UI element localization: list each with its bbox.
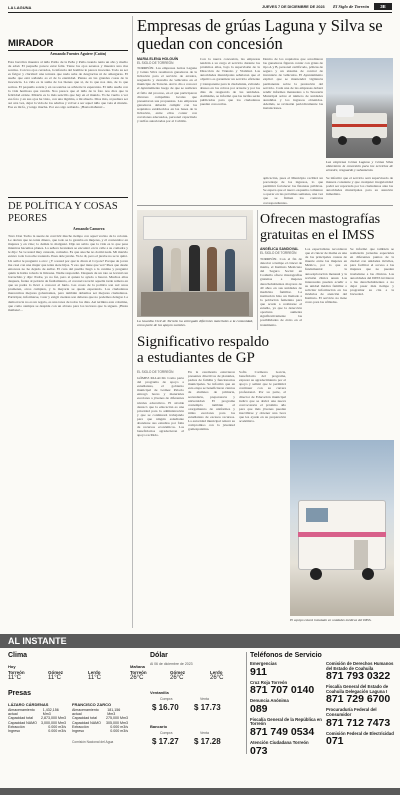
clima-city-name: Lerdo [88, 670, 101, 675]
phone-number: 089 [250, 702, 268, 715]
backdrop-banner [143, 216, 247, 240]
clima-city-temp: 11°C [8, 675, 21, 681]
dolar-compra-label-2: Compra [160, 731, 173, 735]
dolar-title: Dólar [150, 652, 168, 659]
mobile-unit-stripe [298, 532, 386, 537]
gp-col3: Sofía Carmona García, beneficiaria del programa, expresó su agradecimiento por el apoyo y señaló que le permitirá continuar con su carrera profesional. Por su parte, el director de Educación municipal indicó que se abrirá una nueva convocatoria el próximo año para que más jóvenes puedan inscribirse y obtener una beca que les ayude en su preparación académica. [239, 370, 286, 424]
mastografias-col3: Se informó que también se realizarán jornadas especiales en diferentes puntos de la ciudad con unidades móviles, para facilitar el acceso a las mujeres que no pueden trasladarse a las clínicas. Las autoridades del IMSS invitaron a las derechohabientes a no dejar pasar más tiempo y programar su cita a la brevedad. [350, 247, 394, 297]
clima-city-temp: 11°C [88, 675, 101, 681]
presas-title: Presas [8, 690, 31, 697]
phone-number: 871 729 6700 [326, 693, 391, 706]
person-1 [153, 246, 163, 291]
clima-title: Clima [8, 652, 28, 659]
dam-label: Extracción [72, 724, 89, 729]
presas-col-b: FRANCISCO ZARCO [72, 702, 112, 707]
gp-col2: En la ceremonia estuvieron presentes directivos de planteles, padres de familia y funcionarios municipales. Se informó que en esta etapa se beneficiaron cientos de alumnos de primaria, secundaria, preparatoria y universidad. El programa contempla también el otorgamiento de uniformes y útiles escolares para los estudiantes de escasos recursos. La autoridad municipal reiteró su compromiso con la juventud gomezpalatina. [188, 370, 235, 432]
mastografias-col1: TORREÓN. Con el fin de detectar a tiempo el cáncer de mama, el Instituto Mexicano del Seguro Social en Coahuila ofrece mastografías gratuitas a mujeres derechohabientes mayores de 40 años en sus unidades de medicina familiar. La institución hizo un llamado a la población femenina para que acuda a realizarse el estudio, ya que la detección oportuna aumenta significativamente las posibilidades de éxito en el tratamiento. [260, 257, 302, 327]
table-shape [141, 292, 249, 316]
presas-col-a: LÁZARO CÁRDENAS [8, 702, 49, 707]
phone-entry [326, 662, 396, 682]
dam-row [8, 708, 66, 716]
politica-top-rule [8, 197, 128, 198]
phone-entry [250, 662, 322, 678]
dam-label: Capacidad NAMO [8, 720, 37, 725]
gp-headline: Significativo respaldo a estudiantes de GP [137, 334, 270, 366]
clima-city-name: Torreón [8, 670, 25, 675]
telefonos-left [250, 662, 322, 757]
gruas-caption: Las empresas Grúas Laguna y Grúas Silva obtuvieron la concesión para los servicios de arrastre, resguardo y salvamento. [326, 160, 393, 173]
dam-label: Extracción [8, 724, 25, 729]
dam-value: 0.000 m3/s [48, 729, 66, 734]
person-4 [207, 247, 217, 291]
phone-number: 073 [250, 744, 268, 757]
phone-number: 871 712 7473 [326, 716, 391, 729]
tow-truck-cab [336, 105, 354, 117]
clima-city-name: Lerdo [210, 670, 223, 675]
clima-man-city-1 [170, 670, 210, 681]
gp-outlet: EL SIGLO DE TORREÓN [137, 370, 174, 374]
phone-number: 871 793 0322 [326, 670, 391, 683]
clima-city-name: Gómez [170, 670, 186, 675]
clima-city-2 [88, 670, 124, 681]
person-3 [189, 245, 200, 291]
wheel-right [372, 136, 381, 145]
phone-label: Procuraduría Federal del Consumidor [326, 707, 377, 717]
dam-value: 3,000,000 Mm3 [41, 720, 66, 725]
phone-entry [250, 741, 322, 757]
dolar-compra-bancario: $ 17.27 [152, 737, 179, 746]
guardia-photo [137, 210, 253, 317]
clima-city-temp: 26°C [130, 675, 144, 681]
presas-source: Comisión Nacional del Agua [72, 740, 114, 744]
dam-value: 2,873,000 Mm3 [41, 716, 66, 721]
clima-man-city-0 [130, 670, 170, 681]
column-divider-2 [257, 210, 258, 330]
dam-label: Almacenamiento actual [72, 708, 99, 717]
footer-bar [0, 788, 400, 795]
wheel-left [338, 136, 347, 145]
mastografias-caption: El equipo estará instalado en unidades médicas del IMSS. [290, 618, 372, 622]
guardia-caption: La Guardia Civil de Torreón ha entregado diferentes materiales a la comunidad, como parte de los apoyos sociales. [137, 319, 253, 328]
presas-rows-b [72, 708, 128, 733]
mastografias-headline: Ofrecen mastografías gratuitas en el IMSS [260, 212, 381, 243]
gruas-photo [326, 58, 393, 158]
dolar-ventanilla-label: Ventanilla [150, 690, 169, 695]
phone-label: Comisión Federal de Electricidad [326, 730, 394, 736]
phone-entry [326, 708, 396, 728]
mastografias-photo [290, 440, 394, 616]
phone-entry [250, 681, 322, 697]
dam-value: 1,432,156 Mm3 [42, 708, 59, 717]
gruas-outlet: EL SIGLO DE TORREÓN [137, 61, 174, 65]
mirador-author: Armando Fuentes Aguirre (Catón) [50, 52, 107, 56]
dam-label: Capacidad NAMO [72, 720, 101, 725]
dam-label: Almacenamiento actual [8, 708, 35, 717]
phone-entry [250, 699, 322, 715]
dam-label: Capacidad total [8, 716, 33, 721]
dam-value: 181,156 Mm3 [107, 708, 121, 717]
clima-col-manana: Mañana [130, 664, 145, 669]
clima-col-hoy: Hoy [8, 664, 16, 669]
telefonos-right [326, 662, 396, 747]
dolar-venta-bancario: $ 17.28 [194, 737, 221, 746]
dolar-venta-label-2: Venta [200, 731, 209, 735]
mastografias-outlet: EL SIGLO DE TORREÓN [260, 251, 297, 255]
mirador-rule [8, 50, 128, 51]
gruas-headline: Empresas de grúas Laguna y Silva se quedan con concesión [137, 16, 383, 53]
person-2 [171, 248, 181, 291]
gp-col1: GÓMEZ PALACIO. Como parte del programa de apoyo a estudiantes, el gobierno municipal de Gómez Palacio entregó becas y materiales escolares a jóvenes de diferentes niveles educativos. El alcalde destacó que la educación es una prioridad para la administración y que se continuará trabajando para que ningún estudiante abandone sus estudios por falta de recursos económicos. Los beneficiarios agradecieron el apoyo recibido. [137, 376, 184, 438]
dolar-compra-ventanilla: $ 16.70 [152, 703, 179, 712]
phone-label: Denuncia Anónima [250, 698, 289, 704]
clima-man-city-2 [210, 670, 244, 681]
mobile-unit-door [354, 540, 368, 570]
mastografias-byline: ANGÉLICA SANDOVAL [260, 247, 299, 251]
header-rule [8, 12, 392, 13]
gruas-col3: Dentro de los requisitos que acreditaron las ganadoras figuran contar con grúas de tipo A y B, personal certificado, pólizas de seguro y un sistema de control de inventario de vehículos. El Ayuntamiento explicó que se mantendrá vigilancia permanente sobre la prestación del servicio. Cada una de las empresas deberá rendir informes mensuales a la Tesorería Municipal sobre el número de unidades atendidas y los ingresos obtenidos. Además, se revisarán periódicamente las instalaciones. [263, 57, 323, 111]
phone-entry [250, 718, 322, 738]
tow-truck-stripe [332, 124, 387, 127]
gruas-byline: MARIA ELENA HOLGUÍN [137, 57, 179, 61]
header-date: JUEVES 7 DE DICIEMBRE DE 2023 [262, 5, 325, 9]
clima-city-temp: 26°C [170, 675, 184, 681]
dolar-bancario-label: Bancario [150, 724, 168, 729]
gruas-bottom-rule [137, 205, 393, 206]
mobile-unit-window [306, 508, 328, 522]
al-instante-title: AL INSTANTE [8, 636, 67, 646]
dam-value: 0.000 m3/s [48, 724, 66, 729]
dam-value: 0.000 m3/s [110, 724, 128, 729]
dam-row [72, 708, 128, 716]
phone-label: Comisión de Derechos Humanos del Estado de Coahuila [326, 661, 394, 671]
dam-value: 275,000 Mm3 [106, 716, 128, 721]
dam-value: 0.000 m3/s [110, 729, 128, 734]
dolar-venta-ventanilla: $ 17.73 [194, 703, 221, 712]
clima-city-0 [8, 670, 48, 681]
dolar-compra-label: Compra [160, 697, 173, 701]
gruas-col4: aplicación, pues el Municipio recibirá un porcentaje de los ingresos, lo que permitirá fortalecer las finanzas públicas. Se espera que el nuevo esquema comience a operar en las próximas semanas, una vez que se firmen los contratos correspondientes. [263, 176, 323, 205]
phone-label: Fiscalía General de la República en Torreón [250, 716, 322, 727]
dam-label: Capacidad total [72, 716, 97, 721]
phone-entry [326, 685, 396, 705]
header-section: LA LAGUNA [8, 5, 32, 10]
dolar-divider [246, 652, 247, 754]
header-page-badge: 3E [374, 3, 392, 10]
mirador-title: MIRADOR [8, 38, 54, 49]
phone-label: Emergencias [250, 661, 277, 666]
dam-row [72, 729, 128, 733]
phone-number: 871 707 0140 [250, 684, 315, 697]
phone-label: Atención Ciudadana Torreón [250, 739, 309, 745]
politica-text: Tuvo Don Tacho la suerte de convivir mucho tiempo con aquel vecino de la colonia. Le decían que no tenía dinero, que todo se lo gastaba en mujeres, y él contestaba: en mujeres y en vino; lo demás lo malgasté. Dijo un sabio que la vida es lo que pasa mientras hacemos planes. La señora Grandeza se encontró en la calle a su comadre y le dijo: Se ve usted muy cansada, comadre. Es que anoche no dormí nada. Mi marido estuvo toda la noche tosiendo. Pues dele jarabe. Ya le di, pero el jarabe no se le quitó. Un señor le preguntó a otro: ¿Y a usted por qué le dicen el Coyote? Porque de joven me casé con una mujer que tenía siete hijos. Y eso qué tiene que ver? Pues que desde entonces no he dejado de aullar. El cura del pueblo llegó a la cantina y preguntó quién le había robado la limosna. Nadie respondió. Después de un rato se levantó un borrachito y dijo: Padre, yo no fui, pero si quiere le ayudo a buscar. Muchos años después, frente al pelotón de fusilamiento, el coronel recordó aquella tarde remota en que su padre lo llevó a conocer el hielo. Las cosas de la política son así: unos prometen, otros cumplen, y la mayoría se queda esperando. Los ciudadanos merecemos mejores gobernantes, pero también debemos ser mejores ciudadanos. Participar, informarse, votar y exigir cuentas son deberes que no podemos delegar. La democracia no es un regalo, es una tarea de todos los días. Así termina esta columna, que como siempre se despide con un abrazo para los lectores que la siguen. ¡Hasta mañana!... [8, 234, 128, 312]
dam-label: Ingreso [72, 729, 84, 734]
dolar-note: Al 06 de diciembre de 2023 [150, 662, 193, 666]
telefonos-title: Teléfonos de Servicio [250, 652, 322, 659]
politica-author: Armando Camorra [73, 227, 105, 231]
header-paper: El Siglo de Torreón [333, 4, 370, 9]
politica-title: DE POLÍTICA Y COSAS PEORES [8, 201, 118, 224]
clima-city-name: Gómez [48, 670, 64, 675]
dam-value: 305,000 Mm3 [106, 720, 128, 725]
mastografias-col2: Los especialistas recordaron que el cáncer de mama es una de las principales causas de muerte entre las mujeres en México, por lo que es fundamental la autoexploración mensual y la revisión clínica anual. Las interesadas pueden acudir a su unidad médica familiar o solicitar información en los módulos de atención del Instituto. El servicio no tiene costo para las afiliadas. [305, 247, 347, 305]
gruas-col2: Con la nueva concesión, las empresas tendrán a su cargo el servicio durante los próximos años, bajo la supervisión de la Dirección de Tránsito y Vialidad. Las autoridades municipales señalaron que el objetivo es garantizar un servicio eficiente y transparente para la ciudadanía, evitando abusos en los cobros por arrastre y por los días de resguardo de las unidades. Asimismo, se informó que las tarifas serán publicadas para que los ciudadanos puedan conocerlas. [200, 57, 260, 107]
clima-city-temp: 11°C [48, 675, 61, 681]
phone-label: Cruz Roja Torreón [250, 679, 288, 685]
dam-row [8, 729, 66, 733]
phone-label: Fiscalía General del Estado de Coahuila Delegación Laguna I [326, 684, 389, 694]
gruas-col1: TORREÓN. Las empresas Grúas Laguna y Grúas Silva resultaron ganadoras de la licitación para el servicio de arrastre, resguardo y custodia de vehículos en el municipio de Torreón. Así lo dio a conocer el Ayuntamiento luego de que se realizara el fallo del proceso, en el que participaron diversas compañías locales que presentaron sus propuestas. Las empresas ganadoras deberán cumplir con los requisitos establecidos en las bases de la licitación, entre ellos contar con corralones adecuados, personal capacitado y tarifas autorizadas por el Cabildo. [137, 66, 197, 124]
person-5 [225, 249, 235, 291]
phone-number: 871 749 0534 [250, 725, 315, 738]
mirador-text: Esta bucólica muestra al niño Pablo de la Peña y Peña cuando tenía un año y medio de edad. El pequeño parece estar feliz. Tiene los ojos serenos y muestra una risa sonrisa. Con los ojos cerrados, la infancia del hombre le parece inocente. Todo su ser es fulgor y claridad: una ternura que nada sabe de desgracias ni de amarguras. El sueño que está soñando es el de la eternidad. Pienso en las grandes cosas de la inocencia. La vida es la suma de los bienes que sí, de lo que nos dan, de lo que somos. El pequeño sonríe y en su sonrisa se advierte la esperanza. El niño sueña con la vida hermosa que vendrá. Nos parece que el niño de la foto nos dice que la felicidad existe. Mirarla es lo más sencillo que hay en el mundo. Yo he vuelto a ver esa foto y en sus ojos he visto, con una lágrima, a mi abuelo. Dios mío, si pudiera ser así otra vez, dejar la vida de los adultos y volver a ser aquel niño que veía el mundo. Esa es mi fe, y tengo mucha. Por eso sigo soñando. ¡Hasta mañana!... [8, 60, 128, 110]
phone-number: 911 [250, 665, 267, 678]
column-divider [132, 16, 133, 628]
wheel-1 [310, 568, 322, 580]
clima-city-temp: 26°C [210, 675, 224, 681]
clima-city-name: Torreón [130, 670, 147, 675]
dam-label: Ingreso [8, 729, 20, 734]
phone-entry [326, 732, 396, 748]
dolar-venta-label: Venta [200, 697, 209, 701]
presas-rows-a [8, 708, 66, 733]
wheel-2 [362, 568, 374, 580]
gruas-col5: Se informó que el servicio será supervisado de manera constante y que cualquier irregularidad podrá ser reportada por los ciudadanos ante las autoridades municipales para su atención inmediata. [326, 176, 393, 197]
clima-city-1 [48, 670, 88, 681]
phone-number: 071 [326, 735, 344, 748]
